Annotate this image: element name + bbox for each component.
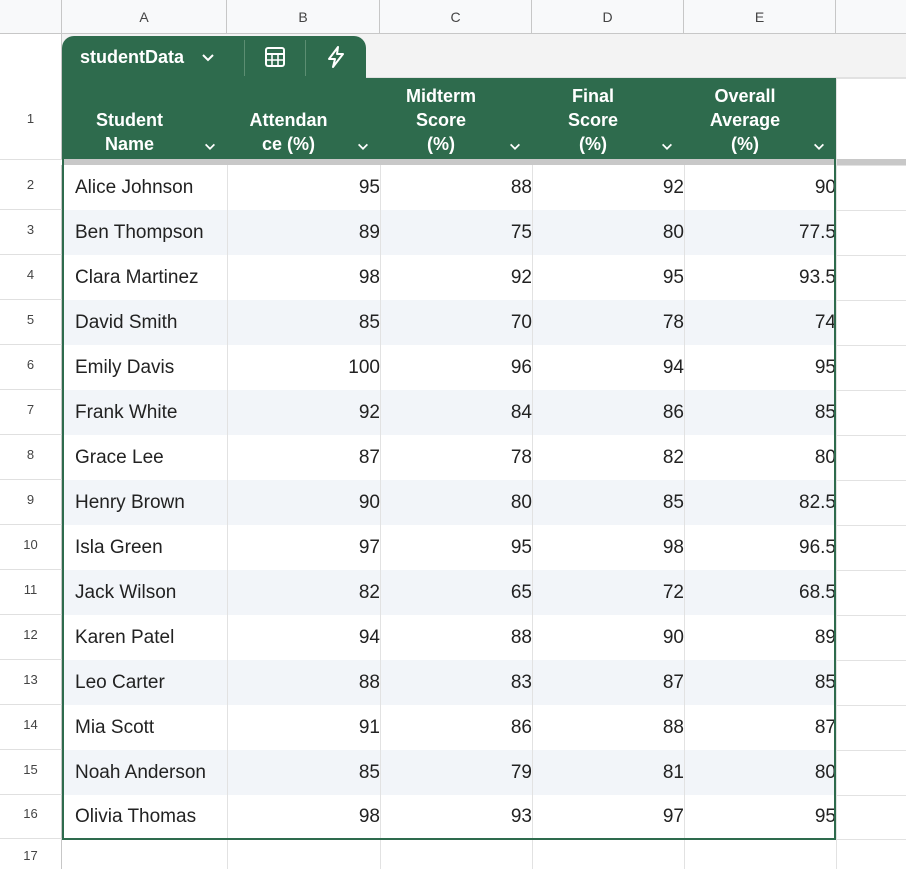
score-cell[interactable]: 80 [814,446,836,468]
score-cell[interactable]: 92 [510,266,532,288]
grid-line [836,255,906,256]
column-letter: B [298,8,308,25]
row-header-3[interactable] [0,210,62,255]
score-cell[interactable]: 95 [814,356,836,378]
student-name-cell[interactable]: Jack Wilson [75,581,177,603]
row-header-4[interactable] [0,255,62,300]
student-name-cell[interactable]: Noah Anderson [75,761,206,783]
header-line: (%) [731,134,759,154]
score-cell[interactable]: 88 [358,671,380,693]
row-header-1[interactable] [0,78,62,160]
row-header-10[interactable] [0,525,62,570]
score-cell[interactable]: 97 [662,806,684,827]
table-row [62,435,836,480]
score-cell[interactable]: 70 [510,311,532,333]
score-cell[interactable]: 68.5 [799,581,836,603]
score-cell[interactable]: 92 [662,176,684,198]
header-line: (%) [579,134,607,154]
grid-line [836,750,906,751]
grid-line [227,839,228,869]
score-cell[interactable]: 85 [662,491,684,513]
grid-line [836,390,906,391]
score-cell[interactable]: 92 [358,401,380,423]
header-label [684,84,806,156]
score-cell[interactable]: 98 [358,266,380,288]
row-header-5[interactable] [0,300,62,345]
score-cell[interactable]: 94 [358,626,380,648]
score-cell[interactable]: 85 [814,671,836,693]
table-row [62,300,836,345]
row-number: 17 [23,848,38,863]
row-number: 9 [26,492,35,507]
header-label [532,84,654,156]
row-number: 14 [23,717,38,732]
score-cell[interactable]: 84 [510,401,532,423]
grid-line [836,435,906,436]
grid-line [532,839,533,869]
score-cell[interactable]: 86 [662,401,684,423]
student-name-cell[interactable]: Grace Lee [75,446,164,468]
grid-line [836,705,906,706]
table-row [62,390,836,435]
score-cell[interactable]: 81 [662,761,684,783]
grid-line [836,615,906,616]
row-number: 7 [26,402,35,417]
score-cell[interactable]: 94 [662,356,684,378]
table-row [62,615,836,660]
row-header-8[interactable] [0,435,62,480]
header-line: Average [709,110,781,130]
grid-line [836,660,906,661]
row-number: 15 [23,762,38,777]
score-cell[interactable]: 93 [510,806,532,827]
score-cell[interactable]: 80 [662,221,684,243]
row-number: 3 [26,222,35,237]
student-name-cell[interactable]: Henry Brown [75,491,185,513]
student-name-cell[interactable]: Frank White [75,401,178,423]
score-cell[interactable]: 98 [662,536,684,558]
score-cell[interactable]: 88 [510,626,532,648]
row-number: 6 [26,357,35,372]
score-cell[interactable]: 93.5 [799,266,836,288]
score-cell[interactable]: 77.5 [799,221,836,243]
table-name-button[interactable] [62,36,244,78]
column-letter: D [602,8,613,25]
chevron-down-icon[interactable] [203,140,217,154]
row-number: 12 [23,627,38,642]
score-cell[interactable]: 82 [358,581,380,603]
column-letter: A [139,8,149,25]
header-line: ce (%) [261,134,315,154]
score-cell[interactable]: 90 [814,176,836,198]
column-header-d[interactable] [532,0,684,34]
header-line: Name [104,134,155,154]
chevron-down-icon[interactable] [660,140,674,154]
score-cell[interactable]: 78 [510,446,532,468]
header-line: Attendan [249,110,328,130]
score-cell[interactable]: 96 [510,356,532,378]
row-header-blank [0,34,62,78]
header-cell[interactable] [227,78,380,160]
row-header-17[interactable] [0,839,62,869]
grid-line [836,525,906,526]
header-cell[interactable] [684,78,836,160]
student-name-cell[interactable]: Alice Johnson [75,176,194,198]
student-name-cell[interactable]: David Smith [75,311,178,333]
grid-line [380,165,381,869]
chevron-down-icon[interactable] [812,140,826,154]
automation-button[interactable] [306,36,366,78]
score-cell[interactable]: 96.5 [799,536,836,558]
header-cell[interactable] [62,78,227,160]
table-row [62,165,836,210]
grid-line [684,839,685,869]
score-cell[interactable]: 91 [358,716,380,738]
score-cell[interactable]: 87 [358,446,380,468]
column-letter: E [754,8,765,25]
score-cell[interactable]: 72 [662,581,684,603]
student-name-cell[interactable]: Ben Thompson [75,221,204,243]
header-label [380,84,502,156]
header-line: (%) [427,134,455,154]
score-cell[interactable]: 74 [814,311,836,333]
score-cell[interactable]: 85 [358,761,380,783]
score-cell[interactable]: 89 [358,221,380,243]
score-cell[interactable]: 90 [662,626,684,648]
student-name-cell[interactable]: Mia Scott [75,716,155,738]
row-header-11[interactable] [0,570,62,615]
table-row [62,525,836,570]
chevron-down-icon[interactable] [356,140,370,154]
score-cell[interactable]: 95 [814,806,836,827]
chevron-down-icon [200,49,216,65]
column-header-a[interactable] [62,0,227,34]
grid-line [836,165,906,166]
column-header-b[interactable] [227,0,380,34]
row-header-15[interactable] [0,750,62,795]
table-row [62,345,836,390]
score-cell[interactable]: 97 [358,536,380,558]
row-number: 4 [26,267,35,282]
row-header-2[interactable] [0,165,62,210]
header-line: Score [567,110,619,130]
table-view-button[interactable] [245,36,305,78]
column-header-e[interactable] [684,0,836,34]
table-name: studentData [80,46,185,67]
column-header-c[interactable] [380,0,532,34]
header-line: Final [571,86,614,106]
student-name-cell[interactable]: Isla Green [75,536,163,558]
grid-line [836,300,906,301]
grid-line [836,795,906,796]
table-row [62,795,836,839]
row-number: 16 [23,806,38,821]
score-cell[interactable]: 90 [358,491,380,513]
student-name-cell[interactable]: Emily Davis [75,356,175,378]
table-row [62,210,836,255]
grid-line [227,165,228,869]
score-cell[interactable]: 87 [662,671,684,693]
grid-line [836,345,906,346]
table-row [62,570,836,615]
table-row [62,660,836,705]
row-header-13[interactable] [0,660,62,705]
row-number: 5 [26,312,35,327]
table-row [62,255,836,300]
select-all-corner[interactable] [0,0,62,34]
score-cell[interactable]: 85 [358,311,380,333]
score-cell[interactable]: 98 [358,806,380,827]
header-line: Student [96,110,163,130]
row-header-7[interactable] [0,390,62,435]
row-number: 8 [26,447,35,462]
score-cell[interactable]: 82.5 [799,491,836,513]
table-row [62,705,836,750]
score-cell[interactable]: 88 [662,716,684,738]
score-cell[interactable]: 79 [510,761,532,783]
row-header-9[interactable] [0,480,62,525]
row-header-14[interactable] [0,705,62,750]
grid-line [532,165,533,869]
table-row [62,480,836,525]
row-number: 13 [23,672,38,687]
grid-line [836,480,906,481]
header-line: Midterm [405,86,476,106]
grid-line [380,839,381,869]
header-cell[interactable] [380,78,532,160]
header-label [62,108,197,156]
column-letter: C [450,8,461,25]
score-cell[interactable]: 88 [510,176,532,198]
row-header-12[interactable] [0,615,62,660]
chevron-down-icon[interactable] [508,140,522,154]
score-cell[interactable]: 83 [510,671,532,693]
column-header-f[interactable] [836,0,906,34]
score-cell[interactable]: 95 [510,536,532,558]
table-icon [264,46,286,68]
score-cell[interactable]: 95 [662,266,684,288]
score-cell[interactable]: 100 [348,356,380,378]
row-number: 1 [26,111,35,126]
header-cell[interactable] [532,78,684,160]
header-line: Overall [714,86,776,106]
score-cell[interactable]: 80 [814,761,836,783]
row-header-16[interactable] [0,795,62,839]
row-header-6[interactable] [0,345,62,390]
grid-line [836,78,906,79]
grid-line [62,839,906,840]
score-cell[interactable]: 65 [510,581,532,603]
score-cell[interactable]: 75 [510,221,532,243]
header-label [227,108,350,156]
student-name-cell[interactable]: Leo Carter [75,671,165,693]
score-cell[interactable]: 89 [814,626,836,648]
grid-line [684,165,685,869]
table-row [62,750,836,795]
grid-line [836,210,906,211]
grid-line [836,570,906,571]
lightning-icon [326,46,346,68]
student-name-cell[interactable]: Clara Martinez [75,266,199,288]
score-cell[interactable]: 86 [510,716,532,738]
row-number: 2 [26,177,35,192]
score-cell[interactable]: 78 [662,311,684,333]
row-number: 11 [23,582,38,597]
score-cell[interactable]: 80 [510,491,532,513]
score-cell[interactable]: 82 [662,446,684,468]
header-line: Score [415,110,467,130]
row-number: 10 [23,537,38,552]
score-cell[interactable]: 85 [814,401,836,423]
student-name-cell[interactable]: Karen Patel [75,626,175,648]
student-name-cell[interactable]: Olivia Thomas [75,806,197,827]
score-cell[interactable]: 95 [358,176,380,198]
score-cell[interactable]: 87 [814,716,836,738]
